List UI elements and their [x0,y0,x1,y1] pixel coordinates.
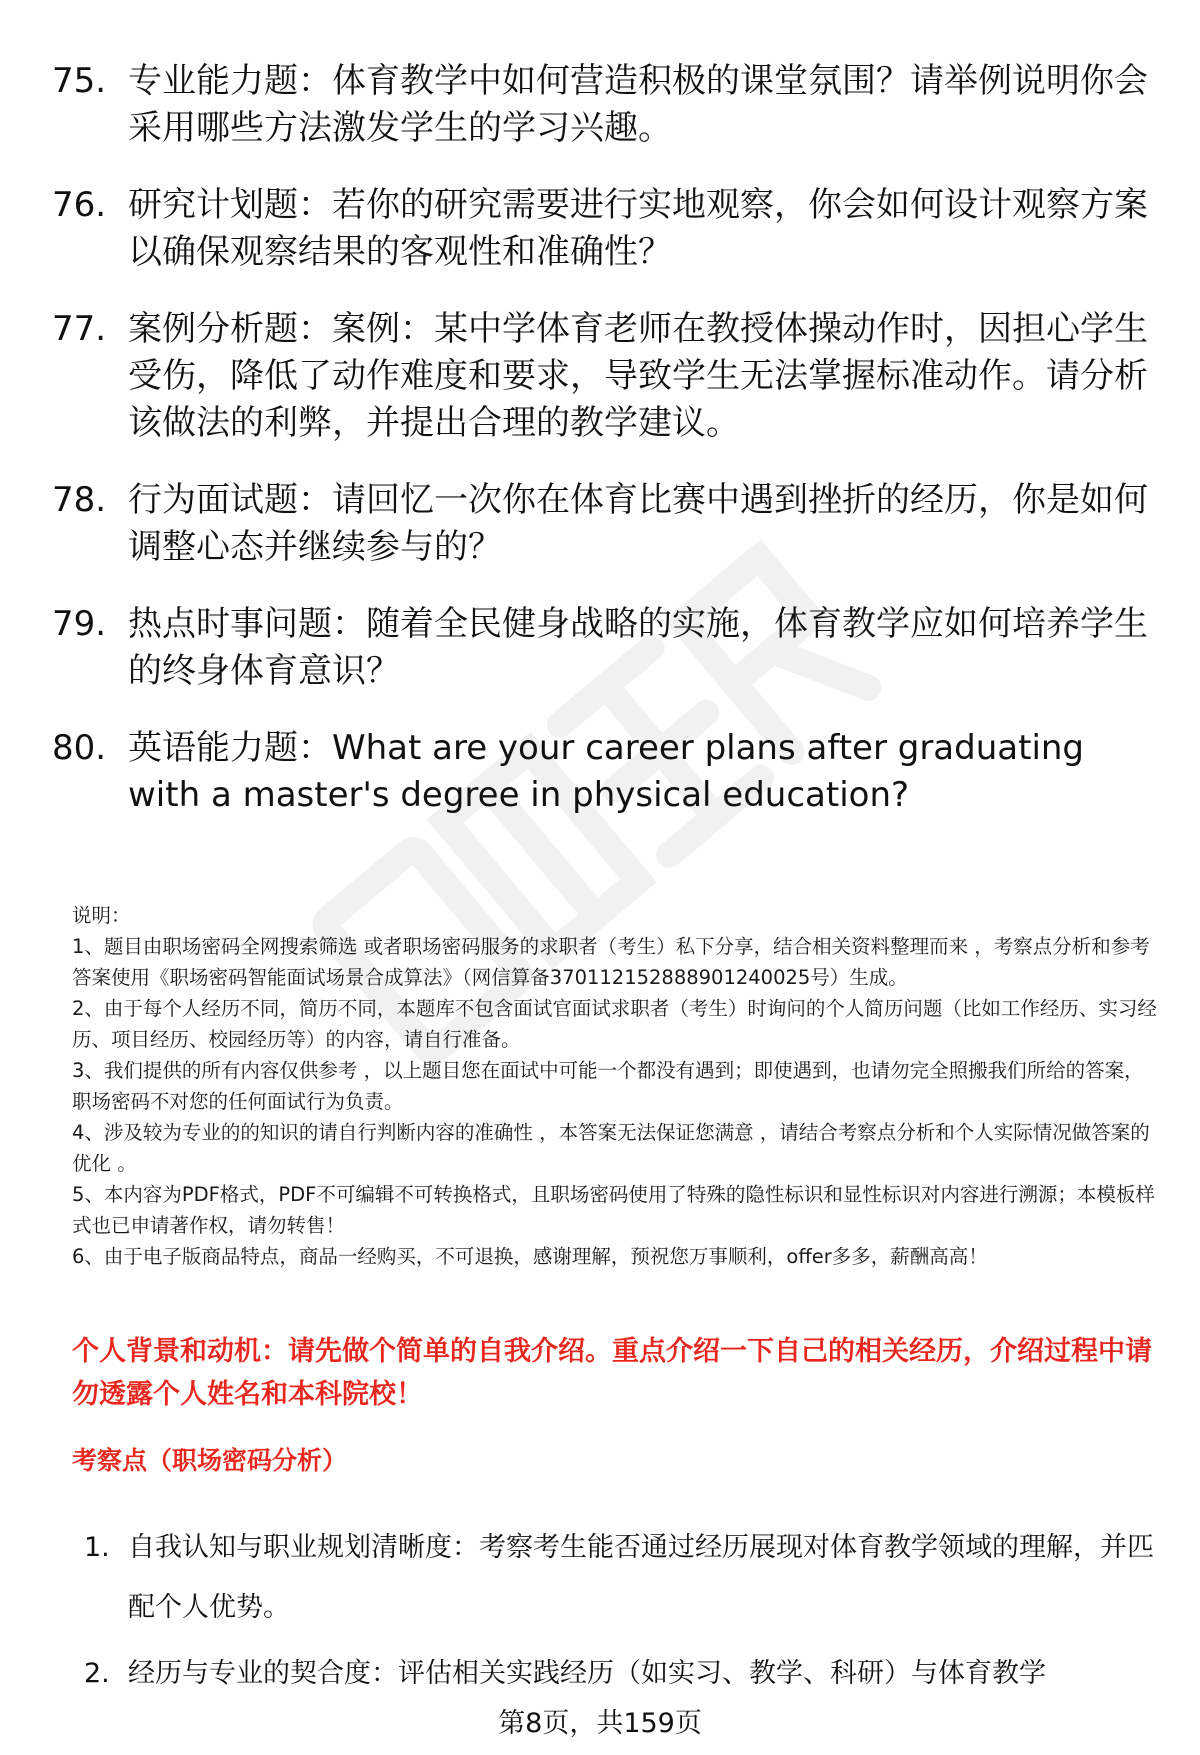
question-text: 专业能力题：体育教学中如何营造积极的课堂氛围？请举例说明你会采用哪些方法激发学生的学习兴趣。 [128,61,1148,148]
question-number: 79. [52,604,107,644]
disclaimer-notes [72,900,1162,1272]
question-item [52,477,1152,571]
note-item: 1、题目由职场密码全网搜索筛选 或者职场密码服务的求职者（考生）私下分享，结合相关资料整理而来 ，考察点分析和参考答案使用《职场密码智能面试场景合成算法》（网信算备370112152888901240025号）生成。 [72,935,1150,989]
point-text: 自我认知与职业规划清晰度：考察考生能否通过经历展现对体育教学领域的理解，并匹配个人优势。 [128,1532,1154,1623]
note-item: 5、本内容为PDF格式，PDF不可编辑不可转换格式，且职场密码使用了特殊的隐性标识和显性标识对内容进行溯源；本模板样式也已申请著作权，请勿转售！ [72,1183,1155,1237]
question-text: 英语能力题：What are your career plans after graduating with a master's degree in physical education? [128,728,1085,815]
question-item [52,306,1152,447]
page-footer: 第8页，共159页 [498,1708,702,1739]
question-item [52,725,1152,819]
question-text: 行为面试题：请回忆一次你在体育比赛中遇到挫折的经历，你是如何调整心态并继续参与的？ [128,480,1148,567]
note-item: 3、我们提供的所有内容仅供参考 ，以上题目您在面试中可能一个都没有遇到；即使遇到，也请勿完全照搬我们所给的答案，职场密码不对您的任何面试行为负责。 [72,1059,1144,1113]
analysis-point [84,1644,1164,1704]
question-text: 研究计划题：若你的研究需要进行实地观察，你会如何设计观察方案以确保观察结果的客观性和准确性？ [128,185,1148,272]
question-number: 78. [52,480,107,520]
question-item [52,182,1152,276]
section-heading: 个人背景和动机：请先做个简单的自我介绍。重点介绍一下自己的相关经历，介绍过程中请勿透露个人姓名和本科院校！ [72,1336,1152,1410]
question-number: 76. [52,185,107,225]
question-text: 热点时事问题：随着全民健身战略的实施，体育教学应如何培养学生的终身体育意识？ [128,604,1148,691]
note-item: 6、由于电子版商品特点，商品一经购买，不可退换，感谢理解，预祝您万事顺利，offer多多，薪酬高高！ [72,1245,988,1268]
point-number: 1. [84,1532,110,1563]
section-subheading: 考察点（职场密码分析） [72,1446,348,1475]
question-text: 案例分析题：案例：某中学体育老师在教授体操动作时，因担心学生受伤，降低了动作难度和要求，导致学生无法掌握标准动作。请分析该做法的利弊，并提出合理的教学建议。 [128,309,1148,443]
question-item [52,601,1152,695]
question-number: 75. [52,61,107,101]
note-item: 2、由于每个人经历不同，简历不同，本题库不包含面试官面试求职者（考生）时询问的个人简历问题（比如工作经历、实习经历、项目经历、校园经历等）的内容，请自行准备。 [72,997,1157,1051]
point-text: 经历与专业的契合度：评估相关实践经历（如实习、教学、科研）与体育教学 [128,1658,1046,1689]
analysis-points [84,1518,1164,1710]
notes-title: 说明： [72,904,131,927]
question-list [52,58,1152,849]
note-item: 4、涉及较为专业的的知识的请自行判断内容的准确性 ，本答案无法保证您满意 ，请结合考察点分析和个人实际情况做答案的优化 。 [72,1121,1150,1175]
analysis-point [84,1518,1164,1638]
question-item [52,58,1152,152]
question-number: 77. [52,309,107,349]
point-number: 2. [84,1658,110,1689]
question-number: 80. [52,728,107,768]
